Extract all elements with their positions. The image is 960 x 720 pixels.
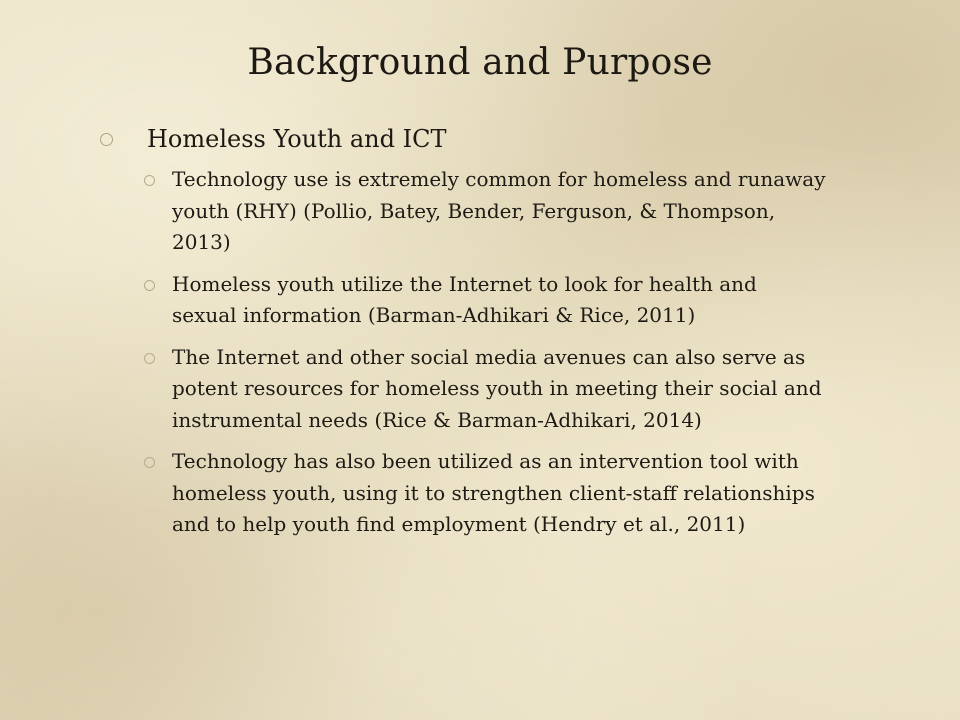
ring-bullet-icon <box>144 353 155 364</box>
subbullet-text: Technology has also been utilized as an intervention tool with homeless youth, using it to strengthen client-staff relationships and to help youth find employment (Hendry et al., 2011) <box>172 449 815 536</box>
subbullet-item <box>144 164 860 259</box>
ring-bullet-icon <box>100 133 113 146</box>
subbullet-list <box>100 164 860 541</box>
bullet-text: Homeless Youth and ICT <box>147 125 447 153</box>
slide-title: Background and Purpose <box>247 42 713 83</box>
ring-bullet-icon <box>144 457 155 468</box>
ring-bullet-icon <box>144 280 155 291</box>
subbullet-item <box>144 269 860 332</box>
subbullet-text: The Internet and other social media avenues can also serve as potent resources for homeless youth in meeting their social and instrumental needs (Rice & Barman-Adhikari, 2014) <box>172 344 822 432</box>
subbullet-item <box>144 446 860 541</box>
ring-bullet-icon <box>144 175 155 186</box>
bullet-list <box>100 120 860 551</box>
subbullet-text: Homeless youth utilize the Internet to look for health and sexual information (Barman-Adhikari & Rice, 2011) <box>172 271 757 327</box>
subbullet-item <box>144 342 860 437</box>
bullet-item <box>100 120 860 158</box>
subbullet-text: Technology use is extremely common for homeless and runaway youth (RHY) (Pollio, Batey, Bender, Ferguson, & Thompson, 2013) <box>172 167 826 254</box>
